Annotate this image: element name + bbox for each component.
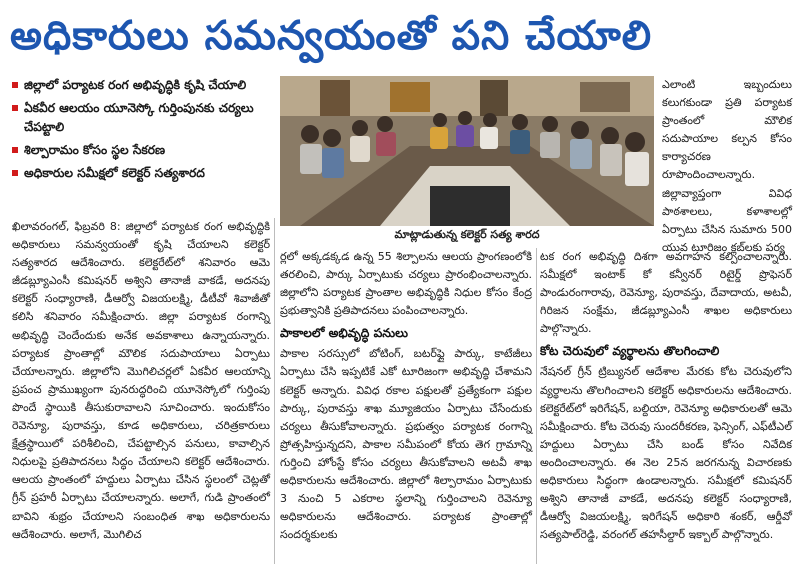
highlight-text: శిల్పారామం కోసం స్థల సేకరణ <box>24 143 166 157</box>
highlight-text: జిల్లాలో పర్యాటక రంగ అభివృద్ధికి కృషి చేయాలి <box>24 78 247 92</box>
column-divider <box>536 248 537 564</box>
article-paragraph: టక రంగ అభివృద్ధి దిశగా అవగాహన కల్పించాలన్నారు. సమీక్షలో ఇంటాక్ కో కన్వీనర్ రిటైర్డ్ ప్రొఫెసర్ పాండురంగారావు, రెవెన్యూ, పురావస్తు, దేవాదాయ, అటవీ, గిరిజన సంక్షేమ, జీడబ్ల్యూఎంసీ శాఖల అధికారులు పాల్గొన్నారు. <box>540 250 792 336</box>
highlight-item <box>12 164 270 183</box>
article-column <box>540 248 792 564</box>
meeting-photo-illustration <box>280 76 654 226</box>
article-paragraph: నేషనల్ గ్రీన్ ట్రిబ్యునల్ ఆదేశాల మేరకు కోట చెరువులోని వ్యర్థాలను తొలగించాలని కలెక్టర్ అధికారులను ఆదేశించారు. కలెక్టరేట్‌లో ఇరిగేషన్, బల్దియా, రెవెన్యూ అధికారులతో ఆమె సమీక్షించారు. కోట చెరువు సుందరీకరణ, ఫెన్సింగ్, ఎఫ్‌టీఎల్ హద్దులు ఏర్పాటు చేసి బండ్ కోసం నివేదిక అందించాలన్నారు. ఈ నెల 25న జరగనున్న విచారణకు అధికారులు సిద్ధంగా ఉండాలన్నారు. సమీక్షలో కమిషనర్ అశ్విని తానాజీ వాకడే, అదనపు కలెక్టర్ సంధ్యారాణి, డీఆర్వో విజయలక్ష్మి, ఇరిగేషన్ అధికారి శంకర్, ఆర్డీవో సత్యపాల్‌రెడ్డి, వరంగల్ తహసీల్దార్ ఇక్బాల్ పాల్గొన్నారు. <box>540 365 792 542</box>
section-subheading: కోట చెరువులో వ్యర్థాలను తొలగించాలి <box>540 344 720 359</box>
article-paragraph: ఎలాంటి ఇబ్బందులు కలుగకుండా ప్రతి పర్యాటక ప్రాంతంలో మౌలిక సదుపాయాల కల్పన కోసం కార్యాచరణ రూపొందించాలన్నారు. జిల్లావ్యాప్తంగా వివిధ పాఠశాలలు, కళాశాలల్లో ఏర్పాటు చేసిన సుమారు 500 యువ టూరిజం క్లబ్‌లకు పర్య <box>662 78 792 254</box>
article-paragraph: ర్లలో అక్కడక్కడ ఉన్న 55 శిల్పాలను ఆలయ ప్రాంగణంలోకి తరలించి, పార్కు ఏర్పాటుకు చర్యలు ప్రారంభించాలన్నారు. జిల్లాలోని పర్యాటక ప్రాంతాల అభివృద్ధికి నిధుల కోసం కేంద్ర ప్రభుత్వానికి ప్రతిపాదనలు పంపించాలన్నారు. <box>280 250 532 318</box>
bullet-square-icon <box>12 170 18 176</box>
meeting-photo <box>280 76 654 226</box>
bullet-square-icon <box>12 147 18 153</box>
headline: అధికారులు సమన్వయంతో పని చేయాలి <box>10 13 653 59</box>
column-divider <box>274 218 275 564</box>
highlight-item <box>12 99 270 137</box>
bullet-square-icon <box>12 105 18 111</box>
photo-caption: మాట్లాడుతున్న కలెక్టర్ సత్య శారద <box>394 228 540 241</box>
section-subheading: పాకాలలో అభివృద్ధి పనులు <box>280 326 408 341</box>
bullet-square-icon <box>12 82 18 88</box>
highlight-item <box>12 141 270 160</box>
article-paragraph: ఖిలావరంగల్, ఫిబ్రవరి 8: జిల్లాలో పర్యాటక రంగ అభివృద్ధికి అధికారులు సమన్వయంతో కృషి చేయాలని కలెక్టర్ సత్యశారద ఆదేశించారు. కలెక్టరేట్‌లో శనివారం ఆమె జీడబ్ల్యూఎంసీ కమిషనర్ అశ్విని తానాజీ వాకడే, అదనపు కలెక్టర్ సంధ్యారాణి, డీఆర్వో విజయలక్ష్మి, డీటీవో శివాజీతో కలిసి శనివారం సమీక్షించారు. జిల్లా పర్యాటక రంగాన్ని అభివృద్ధి చెందేందుకు అనేక అవకాశాలు ఉన్నాయన్నారు. పర్యాటక ప్రాంతాల్లో మౌలిక సదుపాయాలు ఏర్పాటు చేయాలన్నారు. జిల్లాలోని మొగిలిచర్లలో ఏకవీర ఆలయాన్ని ప్రపంచ ప్రాముఖ్యంగా పునరుద్ధరించి యూనెస్కోలో గుర్తింపు పొందే స్థాయికి తీసుకురావాలని సూచించారు. ఇందుకోసం రెవెన్యూ, పురావస్తు, కూడ అధికారులు, చరిత్రకారులు క్షేత్రస్థాయిలో పరిశీలించి, చేపట్టాల్సిన పనులు, కావాల్సిన నిధులపై ప్రతిపాదనలు సిద్ధం చేయాలని కలెక్టర్ ఆదేశించారు. ఆలయ ప్రాంతంలో హద్దులు ఏర్పాటు చేసిన స్థలంలో చెట్లతో గ్రీన్ ప్రహరీ ఏర్పాటు చేయాలన్నారు. అలాగే, గుడి ప్రాంతంలో బావిని శుభ్రం చేయాలని సంబంధిత శాఖ అధికారులను ఆదేశించారు. అలాగే, మొగిలిచ <box>12 220 270 541</box>
highlight-text: ఏకవీర ఆలయం యూనెస్కో గుర్తింపునకు చర్యలు చేపట్టాలి <box>24 101 254 134</box>
article-paragraph: పాకాల సరస్సులో బోటింగ్, బటర్‌ఫ్లై పార్కు, కాటేజీలు ఏర్పాటు చేసి ఇప్పటికే ఎకో టూరిజంగా అభివృద్ధి చేశామని కలెక్టర్ అన్నారు. వివిధ రకాల పక్షులతో ప్రత్యేకంగా పక్షుల పార్కు, పురావస్తు శాఖ మ్యూజియం ఏర్పాటు చేసేందుకు చర్యలు తీసుకోవాలన్నారు. ప్రభుత్వం పర్యాటక రంగాన్ని ప్రోత్సహిస్తున్నదని, పాకాల సమీపంలో కోయ తెగ గ్రామాన్ని గుర్తించి హోంస్టే కోసం చర్యలు తీసుకోవాలని అటవీ శాఖ అధికారులను ఆదేశించారు. జిల్లాలో శిల్పారామం ఏర్పాటుకు 3 నుంచి 5 ఎకరాల స్థలాన్ని గుర్తించాలని రెవెన్యూ అధికారులను ఆదేశించారు. పర్యాటక ప్రాంతాల్లో సందర్శకులకు <box>280 347 532 542</box>
article-column <box>662 76 792 254</box>
article-column <box>12 218 270 564</box>
highlight-text: అధికారుల సమీక్షలో కలెక్టర్ సత్యశారద <box>24 166 205 180</box>
highlights-list <box>12 76 270 187</box>
article-column <box>280 248 532 564</box>
highlight-item <box>12 76 270 95</box>
